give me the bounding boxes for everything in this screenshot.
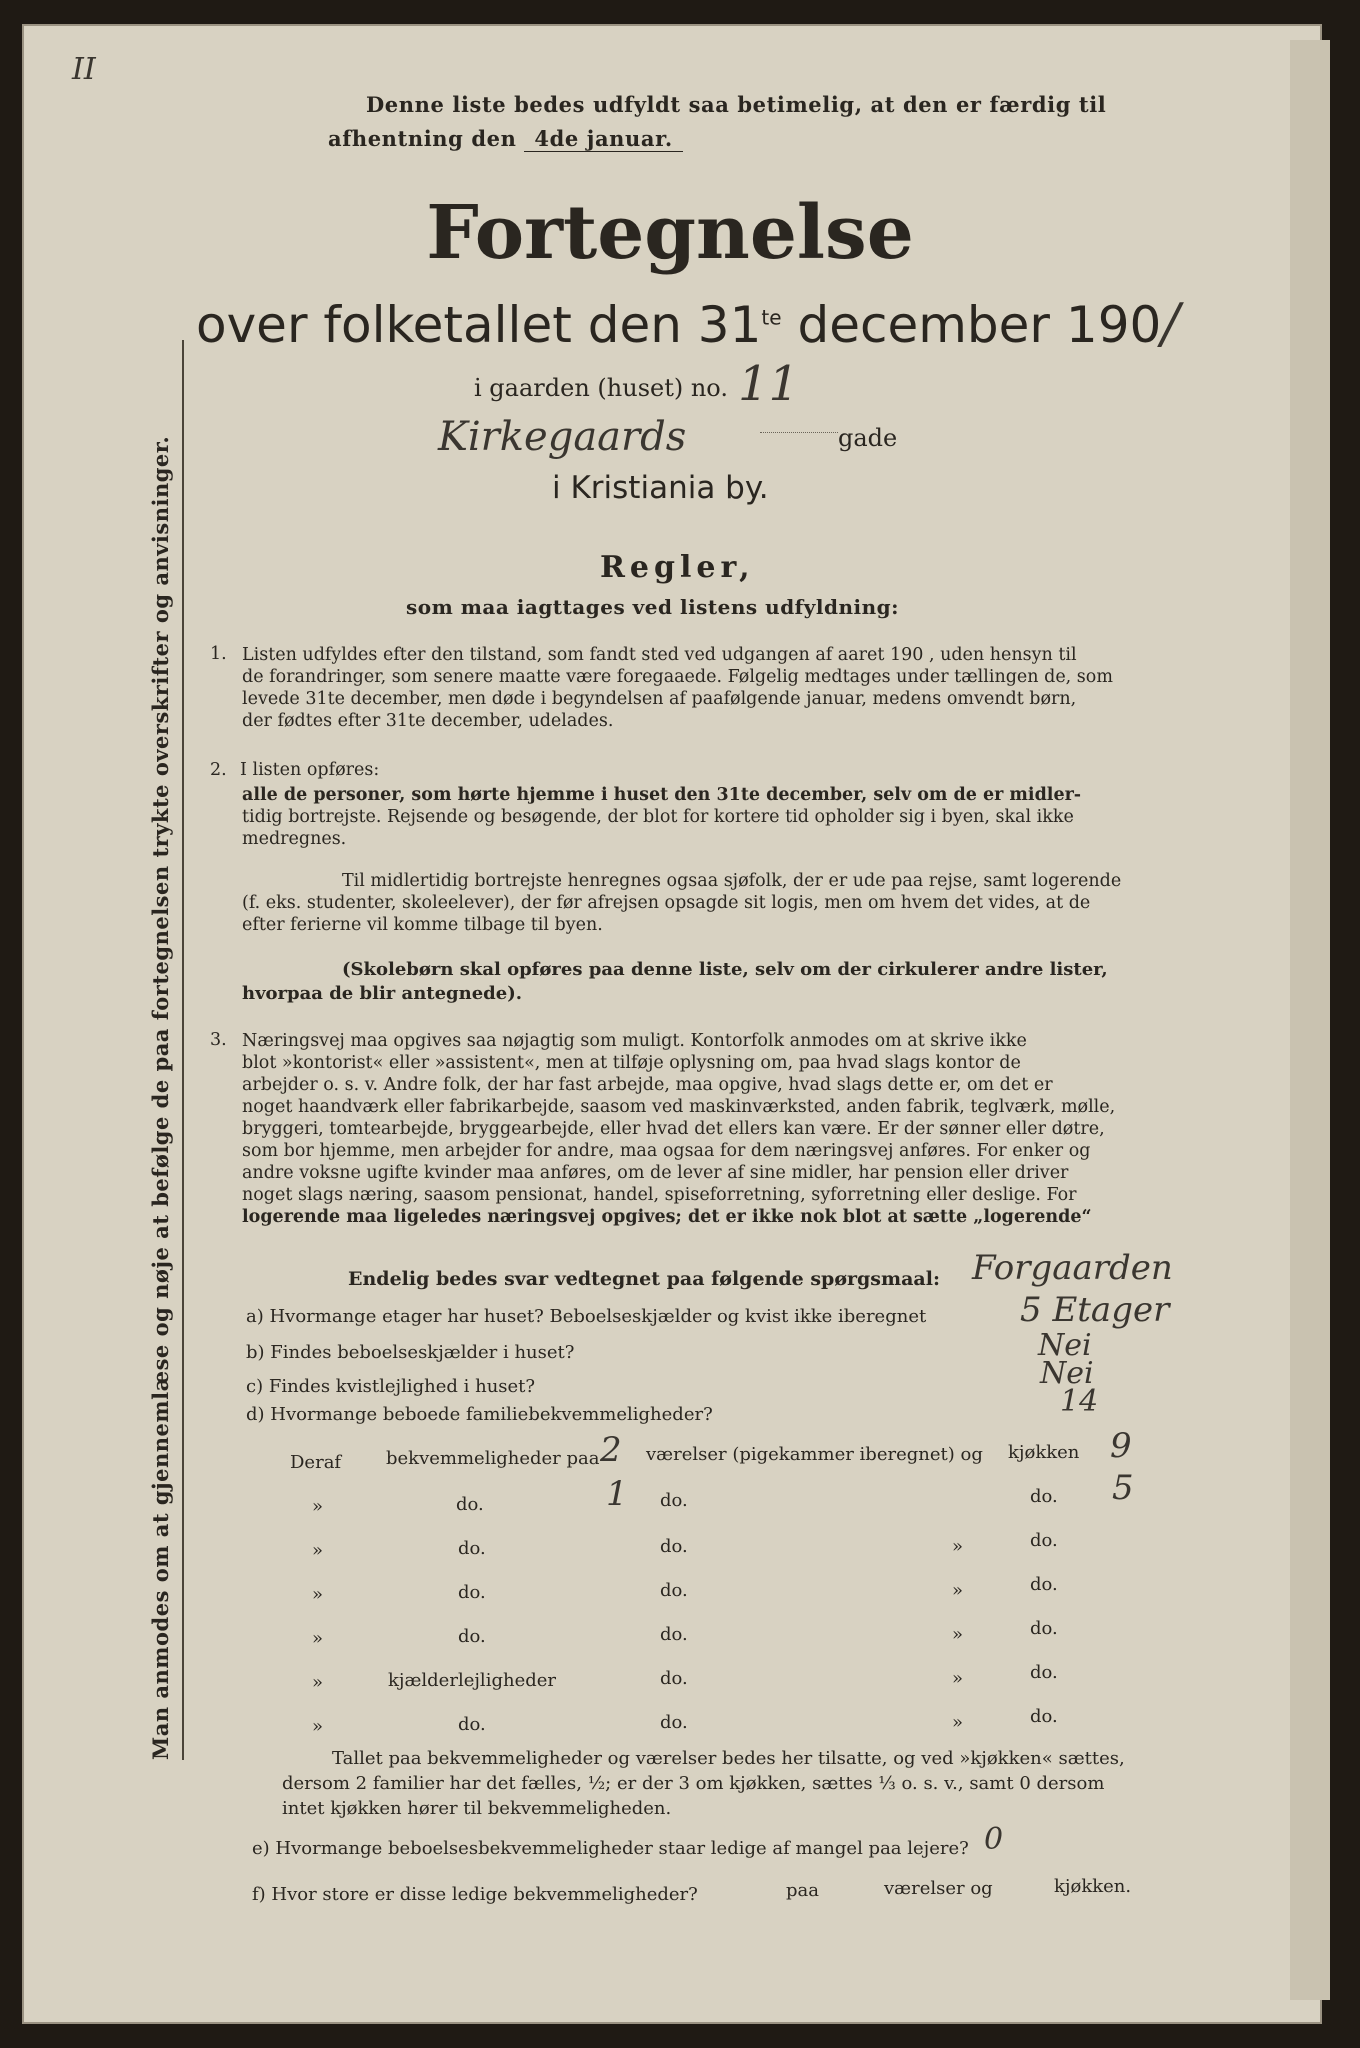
question-a: a) Hvormange etager har huset? Beboelseskjælder og kvist ikke iberegnet [246, 1306, 927, 1327]
row5-do-kitchen: do. [1030, 1618, 1058, 1639]
rules-heading: Regler, [600, 550, 755, 585]
ditto-mark: » [312, 1540, 324, 1561]
header-notice-line1: Denne liste bedes udfyldt saa betimelig, at den er færdig til [366, 92, 1107, 117]
rule-2-text [242, 784, 1158, 850]
row1-rooms: 2 [600, 1430, 622, 1470]
row6-do-rooms: do. [660, 1668, 688, 1689]
subtitle-date: over folketallet den 31 [196, 296, 762, 354]
house-number-handwritten: 11 [738, 356, 800, 412]
rule-3-line: bryggeri, tomtearbejde, bryggearbejde, eller hvad det ellers kan være. Er der sønner eller døtre, [242, 1119, 1105, 1139]
rule-1-line: de forandringer, som senere maatte være foregaaede. Følgelig medtages under tællingen de, som [242, 667, 1113, 687]
ditto-mark: » [952, 1712, 964, 1733]
row2-do: do. [456, 1494, 484, 1515]
rule-2-line: medregnes. [242, 829, 347, 849]
row1-kitchens: 9 [1110, 1426, 1132, 1466]
rule-2-line: hvorpaa de blir antegnede). [242, 983, 522, 1004]
row2-kitchens: 5 [1112, 1468, 1134, 1508]
paper-edge [1290, 40, 1330, 2000]
page-title: Fortegnelse [426, 190, 914, 276]
row3-do-kitchen: do. [1030, 1530, 1058, 1551]
rule-1-number: 1. [210, 644, 227, 664]
gade-label: gade [838, 424, 898, 452]
rule-3-line: noget haandværk eller fabrikarbejde, saasom ved maskinværksted, anden fabrik, teglværk, mølle, [242, 1097, 1116, 1117]
rule-3-line: Næringsvej maa opgives saa nøjagtig som muligt. Kontorfolk anmodes om at skrive ikke [242, 1031, 1027, 1051]
row6-kjaelder: kjælderlejligheder [388, 1670, 556, 1691]
question-b: b) Findes beboelseskjælder i huset? [246, 1342, 575, 1363]
table-vaerelser-header: værelser (pigekammer iberegnet) og [646, 1444, 983, 1465]
note-line: dersom 2 familier har det fælles, ½; er der 3 om kjøkken, sættes ⅓ o. s. v., samt 0 dersom [282, 1773, 1105, 1794]
ditto-mark: » [312, 1628, 324, 1649]
subtitle-year-digit: / [1161, 292, 1180, 355]
rule-1-text [242, 644, 1158, 732]
row2-rooms: 1 [606, 1474, 628, 1514]
rule-3-text [242, 1030, 1158, 1228]
rule-2-line: tidig bortrejste. Rejsende og besøgende, der blot for kortere tid opholder sig i byen, skal ikke [242, 807, 1074, 827]
question-f: f) Hvor store er disse ledige bekvemmeligheder? [252, 1884, 698, 1905]
note-line: Tallet paa bekvemmeligheder og værelser bedes her tilsatte, og ved »kjøkken« sættes, [332, 1748, 1125, 1769]
rule-2-paragraph-2 [242, 870, 1158, 936]
answer-c: Nei [1040, 1356, 1094, 1391]
page-subtitle [196, 292, 1180, 355]
rule-3-number: 3. [210, 1030, 227, 1050]
rule-3-line: andre voksne ugifte kvinder maa anføres, om de lever af sine midler, har pension eller driver [242, 1163, 1069, 1183]
corner-mark: II [72, 52, 96, 87]
question-f-kjokken: kjøkken. [1054, 1876, 1132, 1897]
rules-subheading: som maa iagttages ved listens udfyldning: [406, 595, 900, 619]
question-e: e) Hvormange beboelsesbekvemmeligheder staar ledige af mangel paa lejere? [252, 1838, 969, 1859]
table-deraf: Deraf [290, 1452, 342, 1473]
row7-do-rooms: do. [660, 1712, 688, 1733]
row2-do-rooms: do. [660, 1490, 688, 1511]
rule-2-intro: I listen opføres: [240, 760, 380, 780]
answer-b: Nei [1038, 1328, 1092, 1363]
answer-a: 5 Etager [1020, 1290, 1170, 1330]
rule-2-line: Til midlertidig bortrejste henregnes ogsaa sjøfolk, der er ude paa rejse, samt logerende [342, 871, 1122, 891]
table-note [282, 1746, 1162, 1821]
ditto-mark: » [312, 1584, 324, 1605]
table-kjokken-header: kjøkken [1008, 1442, 1080, 1463]
rule-2-line: (f. eks. studenter, skoleelever), der før afrejsen opsagde sit logis, men om hvem det vides, at de [242, 893, 1091, 913]
rule-2-line: (Skolebørn skal opføres paa denne liste, selv om der cirkulerer andre lister, [342, 959, 1108, 980]
header-notice-pickup: afhentning den [328, 126, 517, 151]
questions-heading: Endelig bedes svar vedtegnet paa følgende spørgsmaal: [348, 1268, 940, 1290]
subtitle-month: december 190 [797, 296, 1162, 354]
header-notice-line2 [328, 126, 683, 151]
note-line: intet kjøkken hører til bekvemmeligheden. [282, 1798, 672, 1819]
row3-do: do. [458, 1538, 486, 1559]
handwritten-forgaarden: Forgaarden [972, 1248, 1173, 1288]
street-dotted-line [760, 432, 838, 433]
city-line: i Kristiania by. [552, 470, 769, 506]
row6-do-kitchen: do. [1030, 1662, 1058, 1683]
row4-do-rooms: do. [660, 1580, 688, 1601]
rule-3-line: logerende maa ligeledes næringsvej opgives; det er ikke nok blot at sætte „logerende“ [242, 1207, 1092, 1227]
rule-3-line: blot »kontorist« eller »assistent«, men at tilføje oplysning om, paa hvad slags kontor de [242, 1053, 1021, 1073]
rule-1-line: Listen udfyldes efter den tilstand, som fandt sted ved udgangen af aaret 190 , uden hensyn til [242, 645, 1077, 665]
rule-2-number: 2. [210, 760, 227, 780]
row5-do-rooms: do. [660, 1624, 688, 1645]
rule-2-paragraph-3 [242, 958, 1158, 1006]
rule-1-line: der fødtes efter 31te december, udelades. [242, 711, 614, 731]
question-f-paa: paa [786, 1880, 819, 1901]
rule-3-line: noget slags næring, saasom pensionat, handel, spiseforretning, syforretning eller deslige. For [242, 1185, 1077, 1205]
row4-do-kitchen: do. [1030, 1574, 1058, 1595]
subtitle-suffix: te [761, 305, 782, 330]
street-name-handwritten: Kirkegaards [438, 414, 687, 460]
row7-do: do. [458, 1714, 486, 1735]
house-number-label: i gaarden (huset) no. [474, 374, 728, 402]
ditto-mark: » [952, 1624, 964, 1645]
rule-3-line: som bor hjemme, men arbejder for andre, maa ogsaa for dem næringsvej anføres. For enker og [242, 1141, 1091, 1161]
pickup-date: 4de januar. [524, 126, 682, 152]
ditto-mark: » [312, 1672, 324, 1693]
answer-d: 14 [1060, 1384, 1099, 1419]
rule-2-line: efter ferierne vil komme tilbage til byen. [242, 915, 603, 935]
question-d: d) Hvormange beboede familiebekvemmeligheder? [246, 1404, 713, 1425]
table-row [312, 1496, 323, 1517]
answer-e: 0 [984, 1822, 1004, 1857]
rule-3-line: arbejder o. s. v. Andre folk, der har fast arbejde, maa opgive, hvad slags dette er, om det er [242, 1075, 1053, 1095]
rule-2-line: alle de personer, som hørte hjemme i huset den 31te december, selv om de er midler- [242, 785, 1082, 805]
ditto-mark: » [312, 1716, 324, 1737]
row3-do-rooms: do. [660, 1536, 688, 1557]
question-c: c) Findes kvistlejlighed i huset? [246, 1376, 536, 1397]
ditto-mark: » [952, 1668, 964, 1689]
ditto-mark: » [952, 1536, 964, 1557]
ditto-mark: » [312, 1496, 324, 1517]
row5-do: do. [458, 1626, 486, 1647]
ditto-mark: » [952, 1580, 964, 1601]
sidebar-instruction: Man anmodes om at gjennemlæse og nøje at befølge de paa fortegnelsen trykte overskrifter og anvisninger. [148, 435, 173, 1760]
row2-do-kitchen: do. [1030, 1486, 1058, 1507]
rule-1-line: levede 31te december, men døde i begyndelsen af paafølgende januar, medens omvendt børn, [242, 689, 1077, 709]
question-f-vaerelser: værelser og [884, 1878, 993, 1899]
row4-do: do. [458, 1582, 486, 1603]
row7-do-kitchen: do. [1030, 1706, 1058, 1727]
table-bekv-header: bekvemmeligheder paa [386, 1448, 600, 1469]
